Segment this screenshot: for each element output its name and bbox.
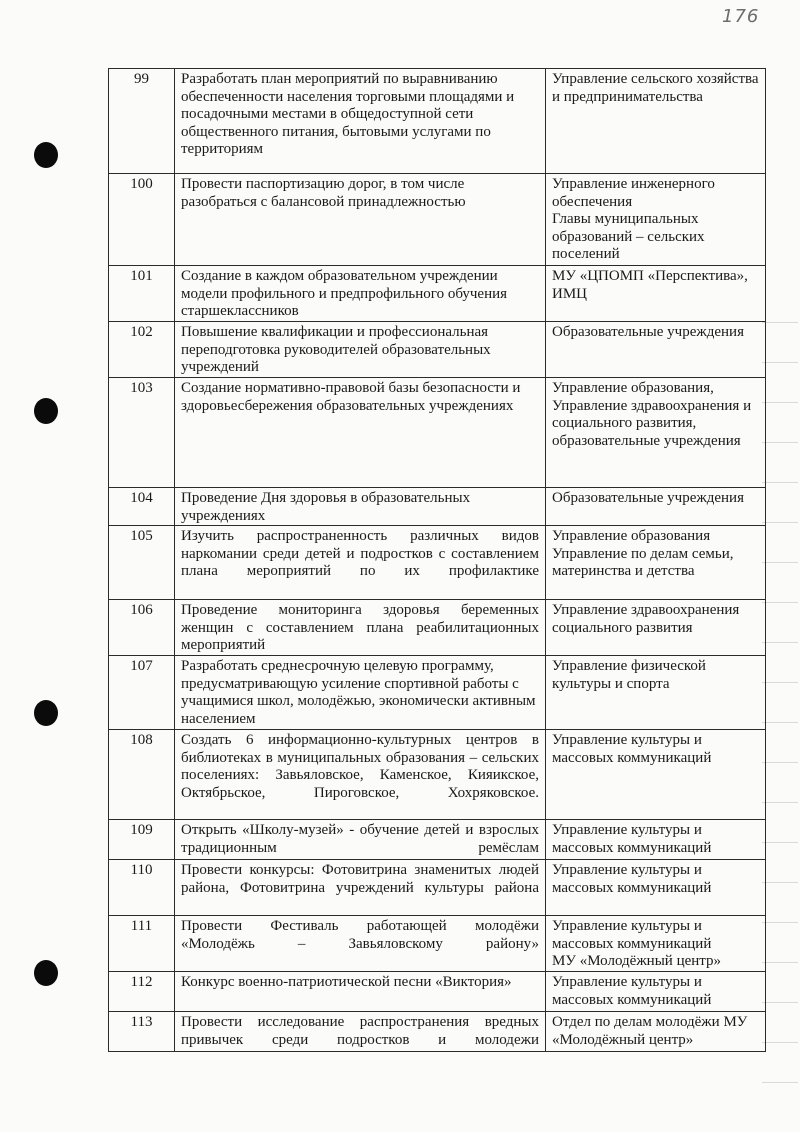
responsible-cell: Управление здравоохранения социального развития xyxy=(546,600,766,656)
task-cell: Разработать план мероприятий по выравниванию обеспеченности населения торговыми площадями и посадочными местами в общедоступной сети общественного питания, бытовыми услугами по территориям xyxy=(175,69,546,174)
punch-hole xyxy=(34,700,58,726)
table-row xyxy=(109,820,766,860)
responsible-cell: Образовательные учреждения xyxy=(546,488,766,526)
responsible-cell: Образовательные учреждения xyxy=(546,322,766,378)
task-cell: Проведение мониторинга здоровья беременных женщин с составлением плана реабилитационных мероприятий xyxy=(175,600,546,656)
responsible-cell: Отдел по делам молодёжи МУ «Молодёжный центр» xyxy=(546,1012,766,1052)
row-number: 106 xyxy=(109,600,175,656)
task-cell: Провести паспортизацию дорог, в том числе разобраться с балансовой принадлежностью xyxy=(175,174,546,266)
table-row xyxy=(109,916,766,972)
row-number: 113 xyxy=(109,1012,175,1052)
row-number: 110 xyxy=(109,860,175,916)
table-row xyxy=(109,378,766,488)
responsible-cell: Управление образования Управление по делам семьи, материнства и детства xyxy=(546,526,766,600)
table-row xyxy=(109,69,766,174)
table-row xyxy=(109,1012,766,1052)
responsible-cell: Управление образования, Управление здравоохранения и социального развития, образовательные учреждения xyxy=(546,378,766,488)
task-cell: Создание в каждом образовательном учреждении модели профильного и предпрофильного обучения старшеклассников xyxy=(175,266,546,322)
table-row xyxy=(109,600,766,656)
task-cell: Конкурс военно-патриотической песни «Виктория» xyxy=(175,972,546,1012)
task-cell: Повышение квалификации и профессиональная переподготовка руководителей образовательных учреждений xyxy=(175,322,546,378)
responsible-cell: Управление физической культуры и спорта xyxy=(546,656,766,730)
responsible-cell: Управление инженерного обеспечения Главы муниципальных образований – сельских поселений xyxy=(546,174,766,266)
task-cell: Открыть «Школу-музей» - обучение детей и взрослых традиционным ремёслам xyxy=(175,820,546,860)
table-row xyxy=(109,730,766,820)
scan-artifacts xyxy=(762,300,798,1100)
row-number: 104 xyxy=(109,488,175,526)
punch-hole xyxy=(34,398,58,424)
row-number: 109 xyxy=(109,820,175,860)
task-cell: Создание нормативно-правовой базы безопасности и здоровьесбережения образовательных учреждениях xyxy=(175,378,546,488)
punch-hole xyxy=(34,142,58,168)
row-number: 102 xyxy=(109,322,175,378)
punch-hole xyxy=(34,960,58,986)
task-cell: Провести исследование распространения вредных привычек среди подростков и молодежи xyxy=(175,1012,546,1052)
task-cell: Создать 6 информационно-культурных центров в библиотеках в муниципальных образования – сельских поселениях: Завьяловское, Каменское, Кияикское, Октябрьское, Пироговское, Хохряковское. xyxy=(175,730,546,820)
task-cell: Проведение Дня здоровья в образовательных учреждениях xyxy=(175,488,546,526)
responsible-cell: Управление сельского хозяйства и предпринимательства xyxy=(546,69,766,174)
row-number: 112 xyxy=(109,972,175,1012)
table-row xyxy=(109,526,766,600)
responsible-cell: Управление культуры и массовых коммуникаций xyxy=(546,820,766,860)
table-row xyxy=(109,266,766,322)
responsible-cell: Управление культуры и массовых коммуникаций xyxy=(546,730,766,820)
row-number: 105 xyxy=(109,526,175,600)
table-row xyxy=(109,860,766,916)
responsible-cell: МУ «ЦПОМП «Перспектива», ИМЦ xyxy=(546,266,766,322)
row-number: 103 xyxy=(109,378,175,488)
table-row xyxy=(109,322,766,378)
responsible-cell: Управление культуры и массовых коммуникаций xyxy=(546,860,766,916)
row-number: 111 xyxy=(109,916,175,972)
row-number: 99 xyxy=(109,69,175,174)
task-cell: Провести конкурсы: Фотовитрина знаменитых людей района, Фотовитрина учреждений культуры района xyxy=(175,860,546,916)
task-cell: Провести Фестиваль работающей молодёжи «Молодёжь – Завьяловскому району» xyxy=(175,916,546,972)
task-cell: Разработать среднесрочную целевую программу, предусматривающую усиление спортивной работы с учащимися школ, молодёжью, экономически активным населением xyxy=(175,656,546,730)
responsible-cell: Управление культуры и массовых коммуникаций МУ «Молодёжный центр» xyxy=(546,916,766,972)
row-number: 100 xyxy=(109,174,175,266)
page-number: 176 xyxy=(722,6,760,27)
responsible-cell: Управление культуры и массовых коммуникаций xyxy=(546,972,766,1012)
task-cell: Изучить распространенность различных видов наркомании среди детей и подростков с составлением плана мероприятий по их профилактике xyxy=(175,526,546,600)
table-row xyxy=(109,488,766,526)
action-plan-table xyxy=(108,68,766,1052)
row-number: 107 xyxy=(109,656,175,730)
table-row xyxy=(109,656,766,730)
row-number: 108 xyxy=(109,730,175,820)
table-row xyxy=(109,174,766,266)
row-number: 101 xyxy=(109,266,175,322)
table-row xyxy=(109,972,766,1012)
